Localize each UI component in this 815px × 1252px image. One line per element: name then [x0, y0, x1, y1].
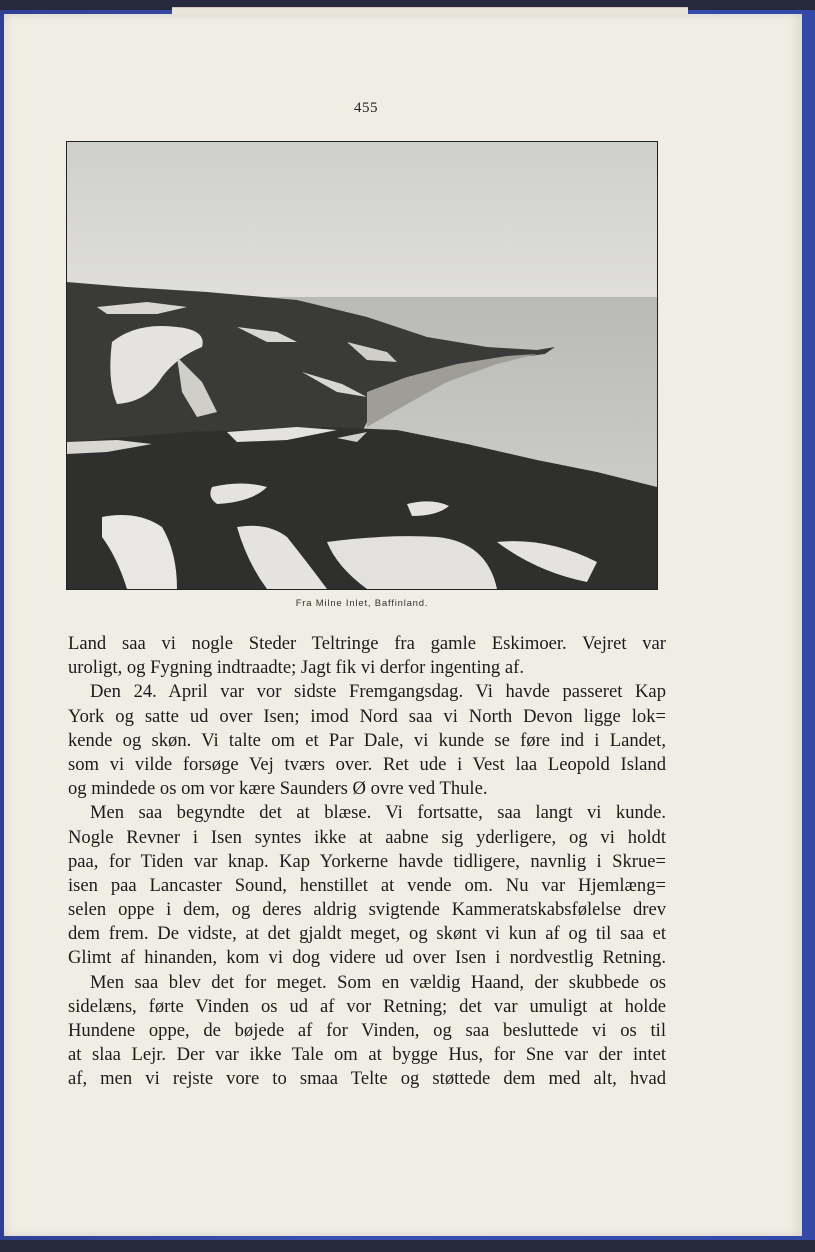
text-line: Nogle Revner i Isen syntes ikke at aabne sig yderligere, og vi holdt	[68, 826, 666, 848]
text-line: kende og skøn. Vi talte om et Par Dale, vi kunde se føre ind i Landet,	[68, 729, 666, 751]
text-line: uroligt, og Fygning indtraadte; Jagt fik vi derfor ingenting af.	[68, 657, 524, 679]
text-line: og mindede os om vor kære Saunders Ø ovre ved Thule.	[68, 778, 488, 800]
text-line: Men saa blev det for meget. Som en vældig Haand, der skubbede os	[90, 971, 666, 993]
landscape-photo	[66, 141, 658, 590]
text-line: Den 24. April var vor sidste Fremgangsdag. Vi havde passeret Kap	[90, 681, 666, 703]
scan-border-bottom	[0, 1240, 815, 1252]
text-line: Glimt af hinanden, kom vi dog videre ud over Isen i nordvestlig Retning.	[68, 947, 666, 969]
text-line: som vi vilde forsøge Vej tværs over. Ret ude i Vest laa Leopold Island	[68, 753, 666, 775]
text-line: Men saa begyndte det at blæse. Vi fortsatte, saa langt vi kunde.	[90, 802, 666, 824]
page-number: 455	[354, 100, 378, 116]
body-text	[68, 632, 666, 1092]
photo-caption: Fra Milne Inlet, Baffinland.	[295, 598, 429, 609]
text-line: dem frem. De vidste, at det gjaldt meget, og skønt vi kun af og til saa et	[68, 923, 666, 945]
text-line: sidelæns, førte Vinden os ud af vor Retning; det var umuligt at holde	[68, 995, 666, 1017]
text-line: af, men vi rejste vore to smaa Telte og støttede dem med alt, hvad	[68, 1068, 666, 1090]
aerial-coast-snow-landscape-icon	[67, 142, 657, 589]
text-line: paa, for Tiden var knap. Kap Yorkerne havde tidligere, navnlig i Skrue=	[68, 850, 666, 872]
text-line: selen oppe i dem, og deres aldrig svigtende Kammeratskabsfølelse drev	[68, 899, 666, 921]
text-line: at slaa Lejr. Der var ikke Tale om at bygge Hus, for Sne var der intet	[68, 1044, 666, 1066]
text-line: York og satte ud over Isen; imod Nord saa vi North Devon ligge lok=	[68, 705, 666, 727]
sky	[67, 142, 657, 302]
book-page	[4, 14, 802, 1236]
text-line: isen paa Lancaster Sound, henstillet at vende om. Nu var Hjemlæng=	[68, 874, 666, 896]
text-line: Land saa vi nogle Steder Teltringe fra gamle Eskimoer. Vejret var	[68, 633, 666, 654]
text-line: Hundene oppe, de bøjede af for Vinden, og saa besluttede vi os til	[68, 1020, 666, 1041]
